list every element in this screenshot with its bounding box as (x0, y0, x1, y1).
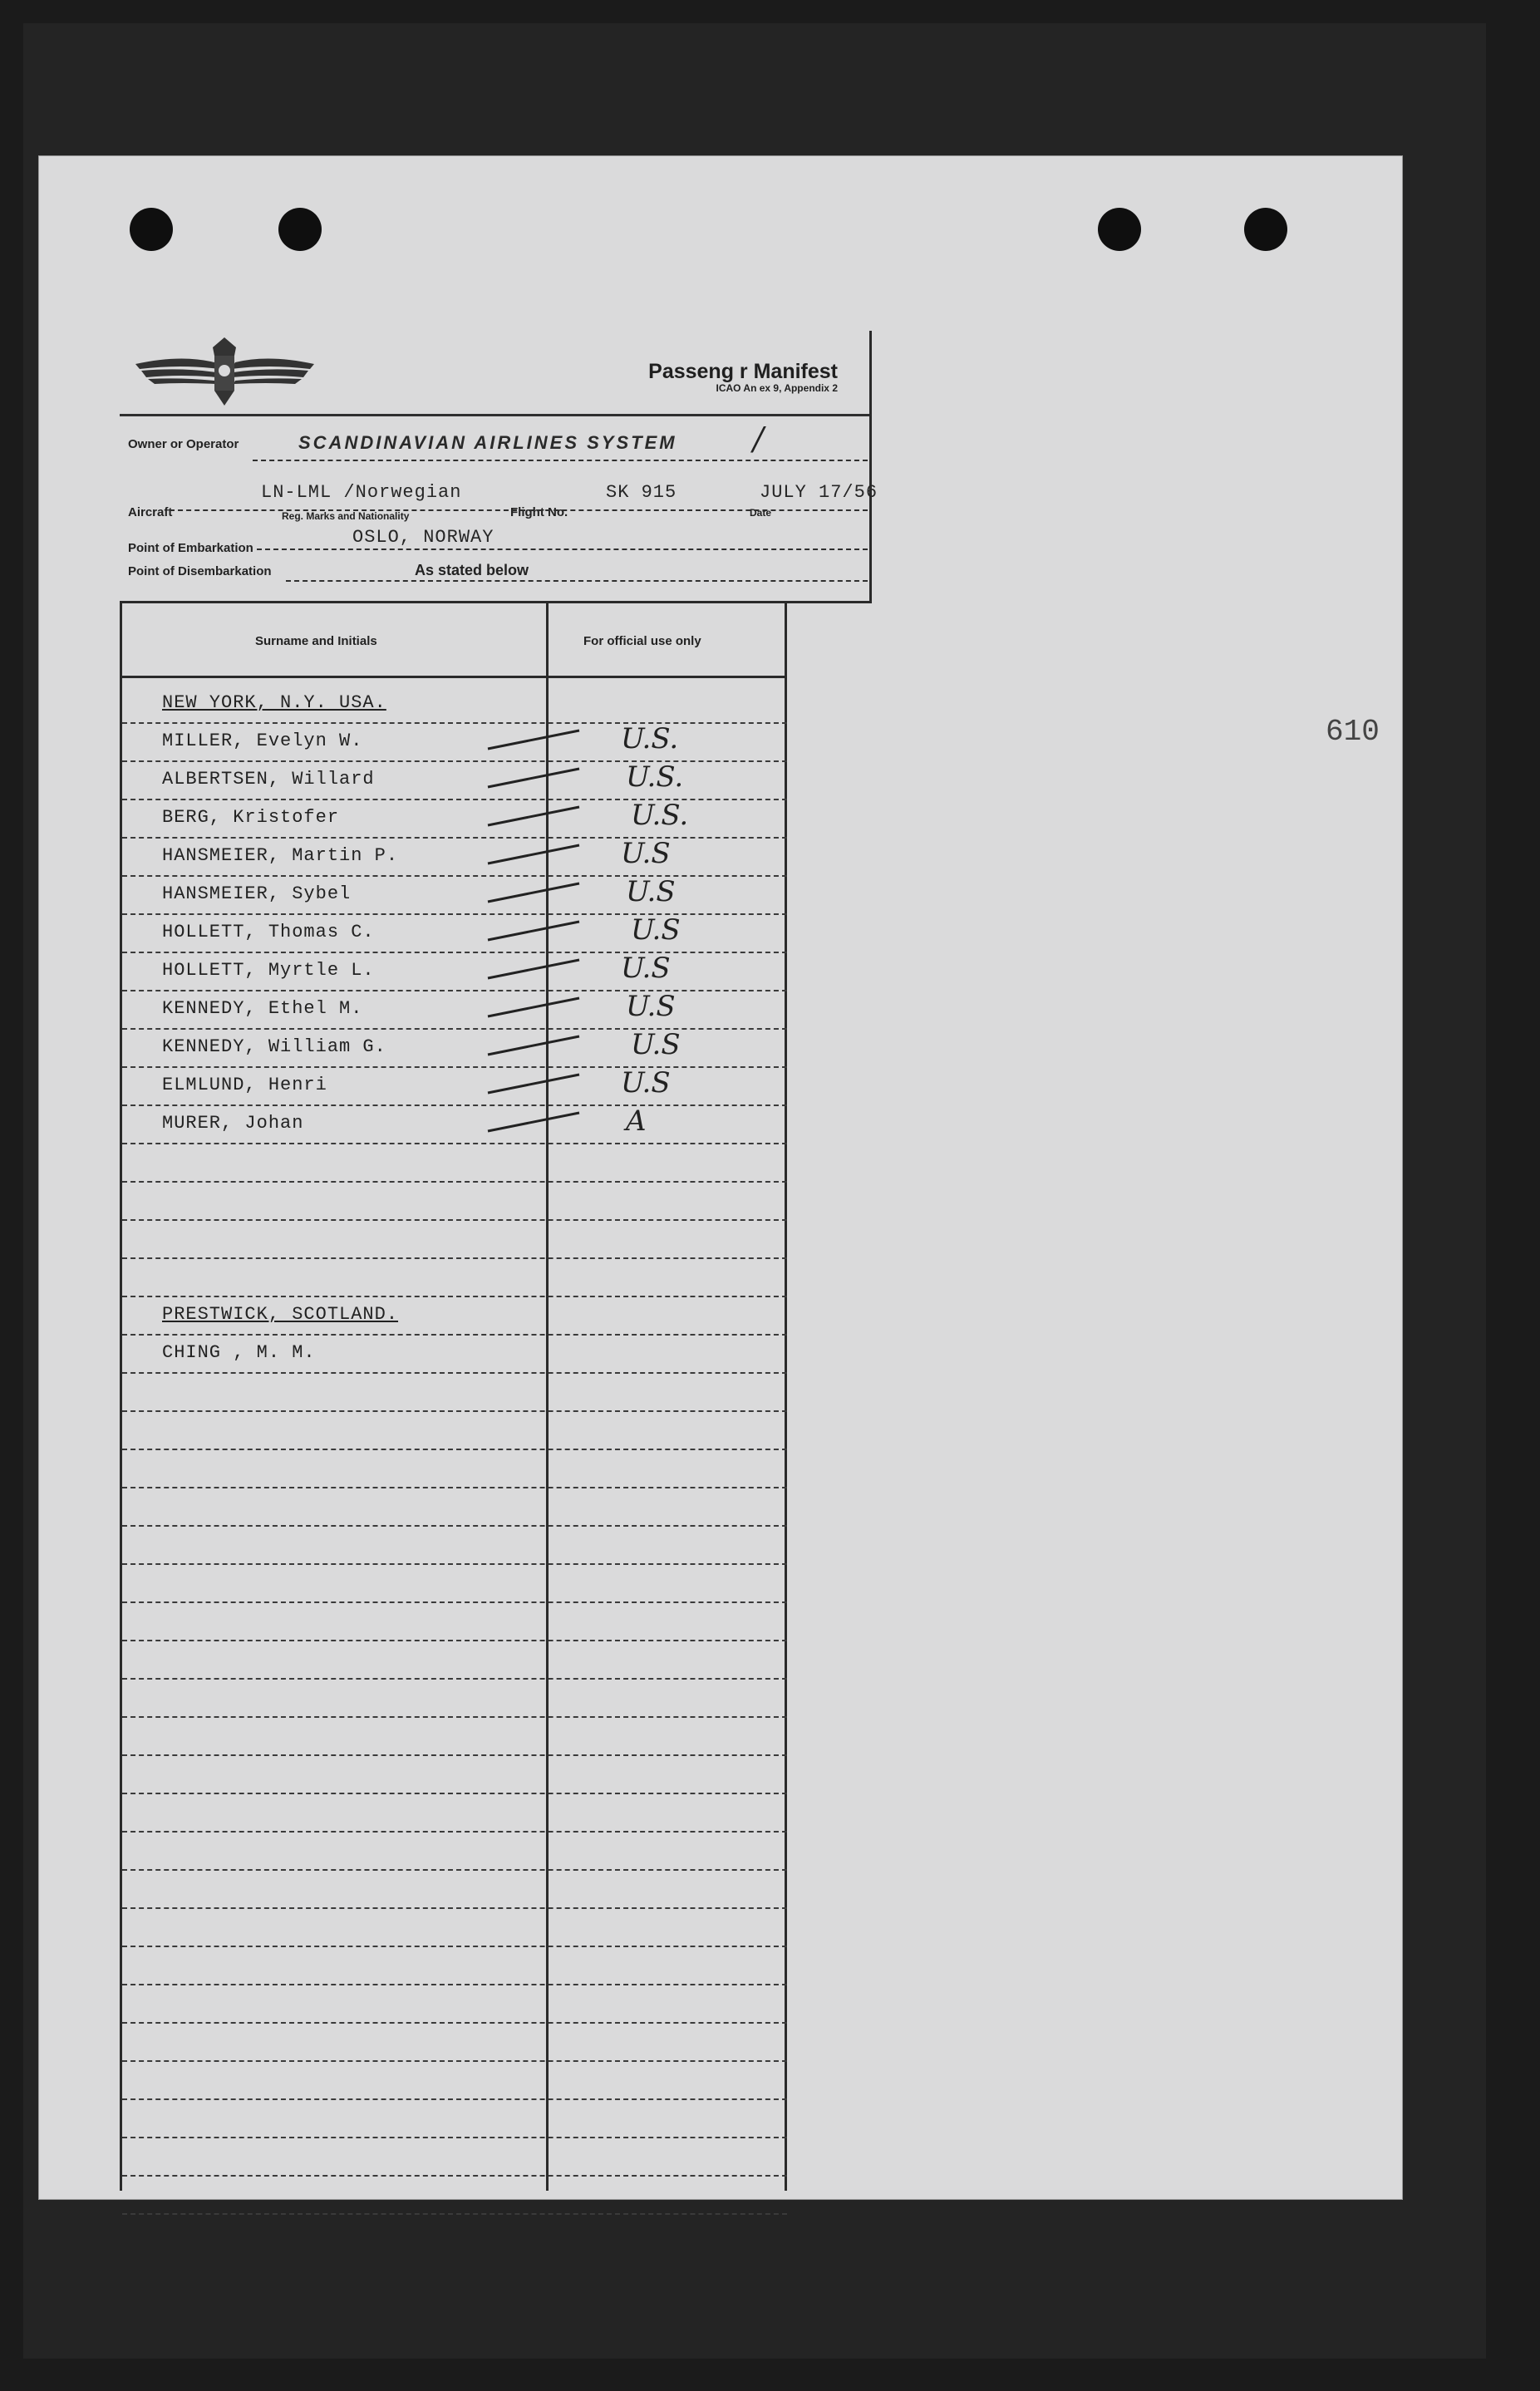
passenger-name: HOLLETT, Thomas C. (162, 922, 375, 942)
table-row-line (122, 1563, 787, 1565)
table-row-line (122, 2098, 787, 2100)
table-row-line (122, 1869, 787, 1871)
table-row-line (122, 2060, 787, 2062)
table-row-line (122, 1678, 787, 1680)
passenger-name: ALBERTSEN, Willard (162, 769, 375, 790)
aircraft-line (170, 509, 868, 511)
manifest-sheet (39, 156, 1402, 2199)
disembarkation-value: As stated below (415, 562, 529, 578)
table-row-line (122, 1487, 787, 1488)
table-row-line (122, 1525, 787, 1527)
aircraft-value: LN-LML /Norwegian (261, 482, 462, 503)
aircraft-label: Aircraft (128, 505, 173, 519)
official-mark: U.S (626, 875, 676, 908)
owner-label: Owner or Operator (128, 437, 239, 451)
check-mark-icon (480, 800, 588, 834)
table-row-line (122, 1831, 787, 1833)
table-row-line (122, 1640, 787, 1641)
header-row-line (122, 676, 787, 678)
column-header-official: For official use only (583, 634, 701, 648)
destination-heading: NEW YORK, N.Y. USA. (162, 692, 386, 713)
official-mark: U.S. (626, 760, 684, 794)
passenger-name: HOLLETT, Myrtle L. (162, 960, 375, 981)
official-mark: U.S (621, 1066, 671, 1100)
passenger-name: CHING , M. M. (162, 1342, 316, 1363)
embarkation-line (257, 549, 868, 550)
table-row-line (122, 760, 787, 762)
passenger-table (120, 601, 787, 2191)
passenger-name: KENNEDY, Ethel M. (162, 998, 363, 1019)
table-row-line (122, 1334, 787, 1336)
column-divider-right (785, 601, 787, 2191)
flight-value: SK 915 (606, 482, 677, 503)
header-divider (120, 414, 869, 416)
embarkation-value: OSLO, NORWAY (352, 527, 494, 548)
official-mark: A (626, 1104, 647, 1138)
table-row-line (122, 1601, 787, 1603)
punch-hole-3 (1098, 208, 1141, 251)
passenger-name: ELMLUND, Henri (162, 1075, 327, 1095)
official-mark: U.S (621, 952, 671, 985)
table-row-line (122, 1907, 787, 1909)
airline-winged-crest-logo (131, 331, 318, 414)
table-row-line (122, 1296, 787, 1297)
official-mark: U.S (631, 913, 681, 947)
manifest-subtitle: ICAO An ex 9, Appendix 2 (716, 382, 838, 394)
table-row-line (122, 1372, 787, 1374)
check-mark-icon (480, 839, 588, 872)
table-row-line (122, 2213, 787, 2215)
column-header-surname: Surname and Initials (255, 634, 377, 648)
owner-value: SCANDINAVIAN AIRLINES SYSTEM (298, 432, 677, 453)
punch-hole-2 (278, 208, 322, 251)
table-row-line (122, 1028, 787, 1030)
check-mark-icon (480, 724, 588, 757)
form-header (120, 331, 878, 603)
page-number: 610 (1326, 715, 1380, 749)
check-mark-icon (480, 1068, 588, 1101)
punch-hole-1 (130, 208, 173, 251)
check-mark-icon (480, 1106, 588, 1139)
date-label: Date (750, 507, 772, 519)
table-row-line (122, 1946, 787, 1947)
check-mark-icon (480, 953, 588, 986)
table-row-line (122, 837, 787, 839)
check-mark-icon (480, 877, 588, 910)
table-row-line (122, 722, 787, 724)
punch-hole-4 (1244, 208, 1287, 251)
official-mark: U.S. (631, 799, 689, 832)
table-row-line (122, 990, 787, 991)
official-mark: U.S (621, 837, 671, 870)
owner-mark: / (753, 421, 764, 457)
table-row-line (122, 952, 787, 953)
table-row-line (122, 1410, 787, 1412)
table-row-line (122, 875, 787, 877)
official-mark: U.S (631, 1028, 681, 1061)
table-row-line (122, 2022, 787, 2024)
passenger-name: HANSMEIER, Sybel (162, 883, 352, 904)
check-mark-icon (480, 1030, 588, 1063)
table-row-line (122, 1143, 787, 1144)
table-row-line (122, 913, 787, 915)
table-row-line (122, 1793, 787, 1794)
passenger-manifest-form (120, 331, 878, 2191)
table-row-line (122, 1754, 787, 1756)
aircraft-sublabel: Reg. Marks and Nationality (282, 510, 410, 522)
check-mark-icon (480, 991, 588, 1025)
owner-line (253, 460, 868, 461)
passenger-name: BERG, Kristofer (162, 807, 340, 828)
date-value: JULY 17/56 (760, 482, 878, 503)
check-mark-icon (480, 762, 588, 795)
table-row-line (122, 2175, 787, 2177)
embarkation-label: Point of Embarkation (128, 541, 253, 555)
table-row-line (122, 1449, 787, 1450)
table-row-line (122, 1257, 787, 1259)
table-row-line (122, 2137, 787, 2138)
table-row-line (122, 1219, 787, 1221)
passenger-name: MILLER, Evelyn W. (162, 731, 363, 751)
table-row-line (122, 1181, 787, 1183)
table-row-line (122, 1066, 787, 1068)
table-row-line (122, 1716, 787, 1718)
manifest-title-block (648, 360, 838, 394)
passenger-name: MURER, Johan (162, 1113, 304, 1134)
table-row-line (122, 1104, 787, 1106)
check-mark-icon (480, 915, 588, 948)
official-mark: U.S (626, 990, 676, 1023)
official-mark: U.S. (621, 722, 679, 755)
disembarkation-label: Point of Disembarkation (128, 564, 272, 578)
manifest-title: Passeng r Manifest (648, 360, 838, 383)
passenger-name: HANSMEIER, Martin P. (162, 845, 399, 866)
flight-label: Flight No. (510, 505, 568, 519)
table-row-line (122, 1984, 787, 1985)
passenger-name: KENNEDY, William G. (162, 1036, 386, 1057)
disembarkation-line (286, 580, 868, 582)
destination-heading: PRESTWICK, SCOTLAND. (162, 1304, 399, 1325)
